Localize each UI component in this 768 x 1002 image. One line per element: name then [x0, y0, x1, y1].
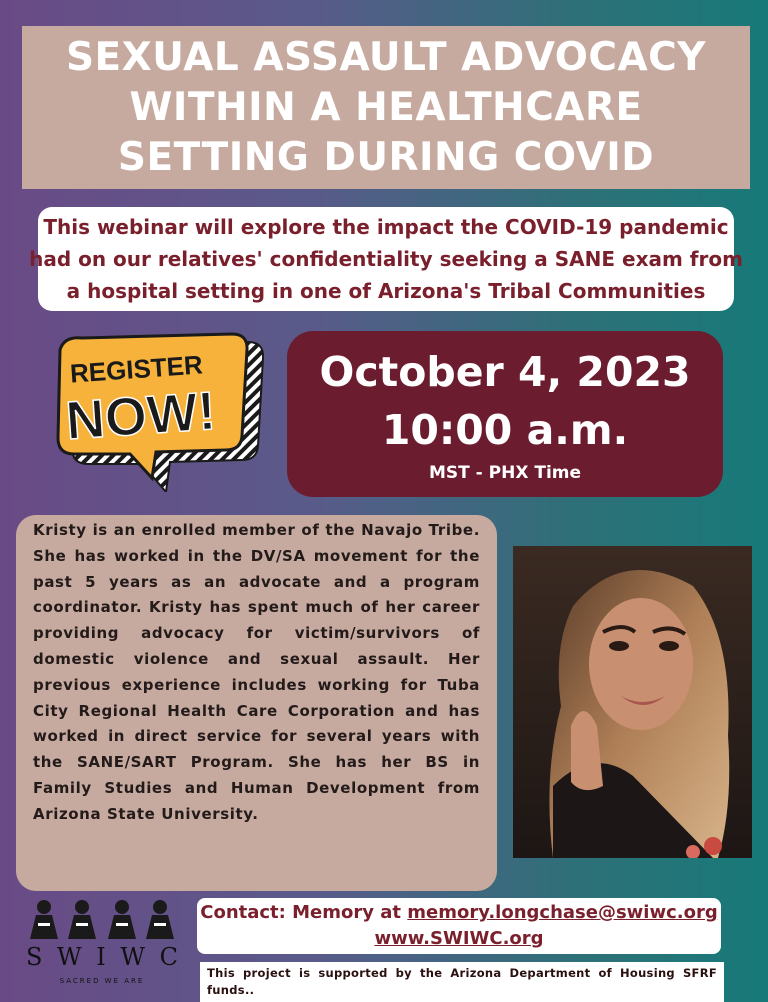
email-link[interactable]: memory.longchase@swiwc.org: [407, 902, 718, 923]
register-line-1: REGISTER: [69, 349, 204, 389]
website-line: [374, 926, 543, 952]
title-banner: [22, 26, 750, 189]
subtitle-line-2: had on our relatives' confidentiality seeking a SANE exam from: [29, 247, 743, 271]
figures-icon: [26, 897, 178, 941]
event-date: October 4, 2023: [319, 348, 691, 396]
title-line-3: SETTING DURING COVID: [117, 134, 655, 180]
logo-letter: W: [57, 943, 82, 971]
logo-letter: S: [26, 943, 43, 971]
contact-line: [200, 900, 717, 926]
logo-letter: C: [159, 943, 178, 971]
register-now-badge[interactable]: [52, 332, 264, 492]
title-line-2: WITHIN A HEALTHCARE: [129, 84, 643, 130]
support-text: This project is supported by the Arizona Department of Housing SFRF funds..: [207, 966, 717, 997]
register-line-2: NOW!: [63, 380, 218, 452]
portrait-image: [513, 546, 752, 858]
event-time: 10:00 a.m.: [381, 406, 629, 454]
logo-letters: [26, 943, 178, 971]
subtitle-line-3: a hospital setting in one of Arizona's Tribal Communities: [66, 279, 706, 303]
swiwc-logo: [26, 897, 178, 992]
subtitle-box: [29, 207, 743, 311]
bio-panel: [16, 515, 497, 891]
logo-letter: I: [96, 943, 106, 971]
title-line-1: SEXUAL ASSAULT ADVOCACY: [65, 34, 707, 80]
speaker-photo: [513, 546, 752, 858]
logo-tagline: SACRED WE ARE: [59, 977, 145, 985]
speech-bubble-icon: [52, 332, 264, 492]
website-link[interactable]: www.SWIWC.org: [374, 928, 544, 949]
logo-letter: W: [120, 943, 146, 971]
bio-text: Kristy is an enrolled member of the Navajo Tribe. She has worked in the DV/SA movement for the past 5 years as an advocate and a program coordinator. Kristy has spent much of her career providing advocacy for victim/survivors of domestic violence and sexual assault. Her previous experience includes working for Tuba City Regional Health Care Corporation and has worked in direct service for several years with the SANE/SART Program. She has her BS in Family Studies and Human Development from Arizona State University.: [33, 521, 480, 823]
contact-prefix: Contact: Memory at: [200, 902, 408, 923]
event-datetime-box: [287, 331, 723, 497]
contact-box: [197, 898, 721, 954]
event-timezone: MST - PHX Time: [428, 463, 582, 483]
support-box: [200, 962, 724, 1002]
subtitle-line-1: This webinar will explore the impact the COVID-19 pandemic: [43, 215, 729, 239]
